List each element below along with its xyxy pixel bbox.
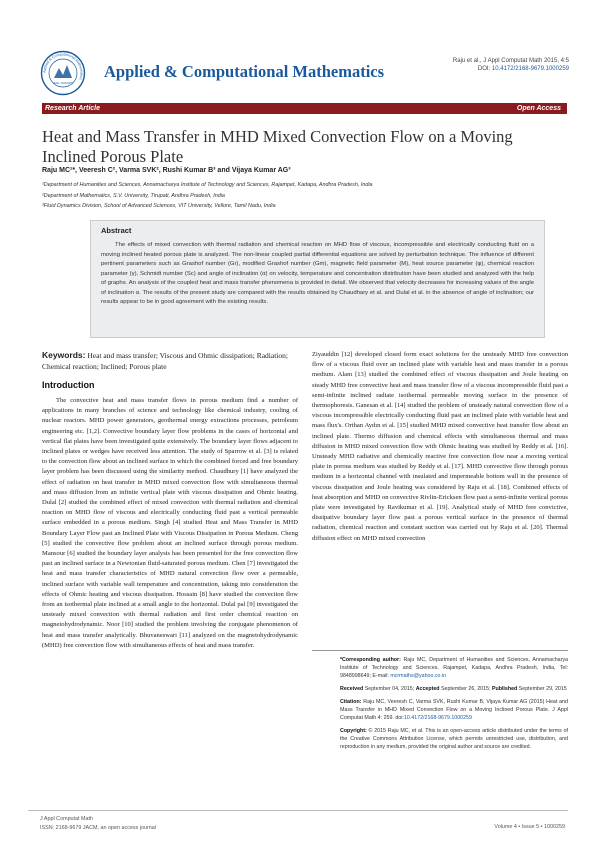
copyright-text: © 2015 Raju MC, et al. This is an open-access article distributed under the terms of the Creative Commons Attribution License, which permits unrestricted use, distribution, and reproduction in any medium, provided the original author and source are credited.	[340, 728, 568, 750]
journal-title: Applied & Computational Mathematics	[104, 62, 385, 81]
logo-issn: ISSN: 2168-9679	[53, 82, 73, 85]
doi-line	[453, 65, 569, 73]
footer-issn: ISSN: 2168-9679 JACM, an open access journal	[40, 825, 156, 831]
introduction-paragraph-2: Ziyauddin [12] developed closed form exact solutions for the unsteady MHD free convection flow of a viscous fluid over an inclined plate with variable heat and mass transfer in a porous medium. Alam [13] studied the combined effect of viscous dissipation and Joule heating on steady MHD free convective heat and mass transfer flow of a viscous incompressible fluid past a semi-infinite inclined radiate isothermal permeable moving surface in the presence of thermophoresis. Ganesan et al. [14] studied the problem of unsteady natural convection flow of a viscous incompressible electrically conducting fluid past an inclined plate with variable heat and mass flux's. Orthan Aydın et al. [15] studied MHD mixed convective heat transfer flow about an inclined plate. Thermo diffusion and chemical effects with simultaneous thermal and mass diffusion in MHD mixed convection flow with Ohmic heating was studied by Reddy et al. [16]. Unsteady MHD radiative and chemically reactive free convection flow near a moving vertical plate in porous medium was studied by Reddy et al. [17]. MHD convective flow through porous medium in a horizontal channel with insulated and impermeable bottom wall in the presence of viscous dissipation and Joule heating was considered by Raju et al. [18]. Combined effects of heat absorption and MHD on convective Rivlin-Ericksen flow past a semi-infinite vertical porous plate were investigated by Ravikumar et al. [19]. Analytical study of MHD free convictive, dissipative boundary layer flow past a porous vertical surface in the presence of thermal radiation, chemical reaction and constant suction was carried out by Raju et al. [20]. Thermal diffusion effect on MHD mixed convection	[312, 351, 568, 542]
copyright	[340, 727, 568, 751]
received-label: Received	[340, 686, 364, 692]
footer-journal-info	[40, 815, 156, 833]
citation-line: Raju et al., J Appl Computat Math 2015, 4:5	[452, 58, 569, 64]
footer-journal-short: J Appl Computat Math	[40, 816, 94, 822]
right-column	[312, 350, 568, 544]
open-access-label: Open Access	[516, 104, 561, 112]
received-date: September 04, 2015;	[363, 686, 416, 692]
abstract-box	[90, 220, 545, 338]
published-label: Published	[491, 686, 518, 692]
doi-link[interactable]: 10.4172/2168-9679.1000259	[491, 66, 569, 72]
affiliations	[42, 180, 373, 212]
accepted-label: Accepted	[415, 686, 440, 692]
affiliation-1: ¹Department of Humanities and Sciences, Annamacharya Institute of Technology and Sciences, Rajampet, Kadapa, Andhra Pradesh, India	[42, 182, 373, 188]
citation	[340, 698, 568, 722]
doi-prefix: DOI:	[477, 66, 492, 72]
abstract-text: The effects of mixed convection with thermal radiation and chemical reaction on MHD flow of viscous, incompressible and electrically conducting fluid on a moving inclined heated porous plate is analyzed. The non-linear coupled partial differential equations are solved by perturbation technique. The influence of different pertinent parameters such as Grashof number (Gr), modified Grashof number (Gm), magnetic field parameter (M), heat source parameter (φ), chemical reaction parameter (γ), Schmidt number (Sc) and angle of inclination (α) on velocity, temperature and concentration distribution have been studied and analyzed with the help of graphs. An analysis of the coupled heat and mass transfer phenomena is provided in detail. We observed that velocity decreases for increasing values of the angle of inclination α. The results of the present study are compared with the results obtained by Chaudhary et al. and Dulal et al. in the absence of angle of inclination; our results appear to be in good agreement with the existing results.	[101, 242, 534, 305]
corresponding-author	[340, 656, 568, 680]
left-column	[42, 350, 298, 651]
keywords-text: Heat and mass transfer; Viscous and Ohmic dissipation; Radiation; Chemical reaction; Inclined; Porous plate	[42, 351, 288, 371]
footer-volume: Volume 4 • Issue 5 • 1000259	[494, 824, 565, 830]
affiliation-2: ²Department of Mathematics, S.V. University, Tirupati, Andhra Pradesh, India	[42, 192, 225, 199]
citation-header	[453, 57, 569, 73]
author-list: Raju MC¹*, Veeresh C², Varma SVK², Rushi Kumar B³ and Vijaya Kumar AG³	[42, 167, 291, 174]
research-article-label: Research Article	[45, 104, 100, 112]
logo-ring-text: Applied & Computational Mathematics	[42, 52, 84, 81]
copyright-label: Copyright:	[340, 728, 367, 734]
journal-logo	[40, 50, 86, 96]
footer-divider	[28, 810, 568, 811]
affiliation-3: ³Fluid Dynamics Division, School of Advanced Sciences, VIT University, Vellore, Tamil Nadu, India	[42, 203, 276, 209]
corresponding-label: *Corresponding author:	[340, 657, 401, 663]
citation-label: Citation:	[340, 699, 362, 705]
citation-text: Raju MC, Veeresh C, Varma SVK, Rushi Kumar B, Vijaya Kumar AG (2015) Heat and Mass Transfer in MHD Mixed Convection Flow on a Moving Inclined Porous Plate. J Appl Computat Math 4: 259. doi:	[340, 699, 568, 721]
keywords	[42, 350, 298, 372]
footnotes	[340, 656, 568, 756]
article-type-banner	[42, 103, 567, 114]
accepted-date: September 26, 2015;	[439, 686, 492, 692]
footnote-divider	[312, 650, 568, 651]
introduction-heading: Introduction	[42, 380, 95, 390]
introduction-paragraph-1: The convective heat and mass transfer flows in porous medium find a number of applications in many branches of science and technology like chemical industry, cooling of nuclear reactors. MHD power generators, geothermal energy extractions processes, petroleum engineering etc. [1,2]. Convective boundary layer flow problems in the cases of horizontal and vertical flat plates have been investigated quite extensively. The boundary layer flows adjacent to inclined plates or wedges have received less attention. The study of Sparrow et al. [3] is related to the convection flow about an inclined surface in which the combined forced and free boundary layer problem has been discussed using the similarity method. Chaudhury [1] have analyzed the effect of radiation on heat transfer in MHD mixed convection flow with simultaneous thermal and mass diffusion from an infinite vertical plate with viscous dissipation and Ohmic heating. Dulal [2] studied the combined effect of mixed convection with thermal radiation and chemical reaction on MHD flow of viscous and electrically conducting fluid past a vertical permeable surface embedded in a porous medium. Singh [4] studied Heat and Mass Transfer in MHD Boundary Layer Flow past an Inclined Plate with Viscous Dissipation in Porous Medium. Cheng [5] studied the convective flow problem about an inclined surface through porous medium. Mansour [6] studied the boundary layer analysis has been presented for the free convection flow past an inclined surface in a Newtonian fluid-saturated porous medium. Chen [7] investigated the heat and mass transfer characteristics of MHD natural convection flow over a permeable, inclined surface with variable wall temperature and concentration, taking into consideration the effects of Ohmic heating and viscous dissipation. Hossain [8] have studied the convection flow from an isothermal plate inclined at a small angle to the horizontal. Dulal pal [9] investigated the unsteady mixed convection with thermal radiation and first order chemical reaction on magnetohydrodynamic. Noor [10] studied the problem involving the conjugate phenomenon of heat and mass transfer analytically. Bhuvaneswari [11] analyzed on the magnetohydrodynamic (MHD) free convection flow with simultaneous effects of heat and mass transfer.	[42, 397, 298, 649]
dates	[340, 685, 568, 693]
abstract-heading: Abstract	[101, 226, 132, 235]
keywords-label: Keywords:	[42, 350, 86, 360]
email-link[interactable]: mcrmaths@yahoo.co.in	[390, 673, 447, 679]
citation-doi-link[interactable]: 10.4172/2168-9679.1000259	[403, 715, 472, 721]
published-date: September 29, 2015	[517, 686, 567, 692]
paper-title: Heat and Mass Transfer in MHD Mixed Convection Flow on a Moving Inclined Porous Plate	[42, 127, 513, 166]
corresponding-text: Raju MC, Department of Humanities and Sciences, Annamacharya Institute of Technology and Sciences, Rajampet, Kadapa, Andhra Pradesh, India, Tel: 9848998649; E-mail:	[340, 657, 568, 679]
